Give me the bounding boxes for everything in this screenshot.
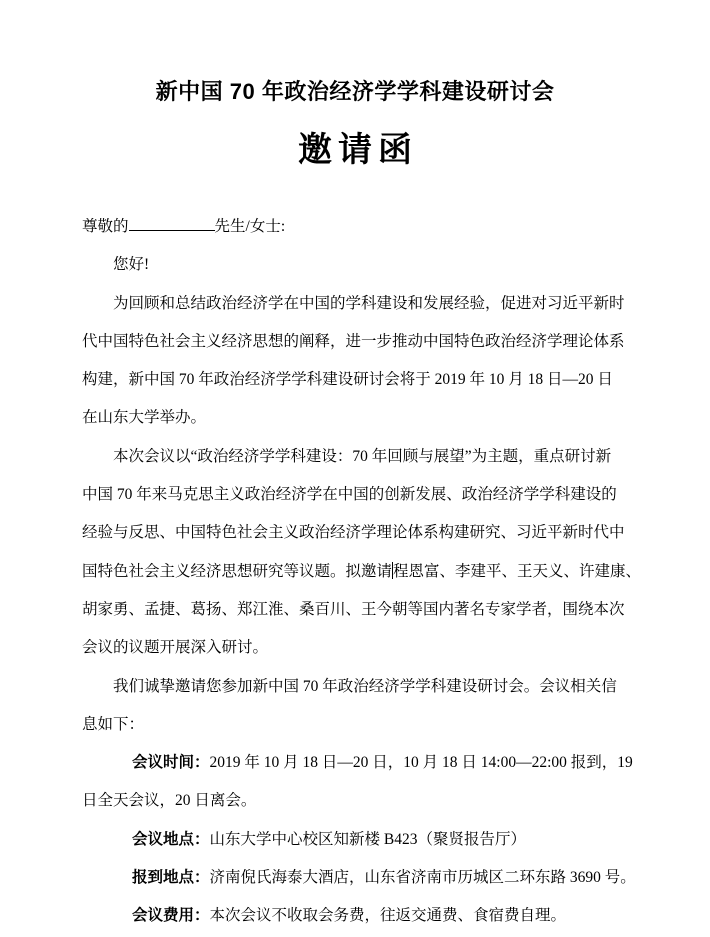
paragraph1-line4: 在山东大学举办。 [82, 409, 207, 427]
paragraph2-line4-after-cursor: 程恩富、李建平、王天义、许建康、 [393, 562, 642, 580]
salutation-line [82, 208, 613, 246]
paragraph3-line1: 我们诚挚邀请您参加新中国 70 年政治经济学学科建设研讨会。会议相关信 [113, 677, 617, 695]
meeting-fee-line [82, 897, 613, 935]
paragraph2-line4 [82, 553, 642, 591]
meeting-time-label: 会议时间： [132, 754, 210, 772]
greeting-line: 您好! [113, 256, 150, 274]
paragraph2-line6: 会议的议题开展深入研讨。 [82, 639, 269, 657]
meeting-time-line2: 日全天会议，20 日离会。 [82, 792, 257, 810]
meeting-fee-value: 本次会议不收取会务费，往返交通费、食宿费自理。 [209, 907, 567, 925]
checkin-location-label: 报到地点： [132, 869, 210, 887]
meeting-time-value-line1: 2019 年 10 月 18 日—20 日，10 月 18 日 14:00—22:00 报到，19 [209, 754, 633, 772]
meeting-venue-label: 会议地点： [132, 830, 210, 848]
salutation-suffix: 先生/女士: [214, 218, 286, 235]
checkin-location-line [82, 859, 636, 897]
paragraph1-line3: 构建，新中国 70 年政治经济学学科建设研讨会将于 2019 年 10 月 18 日—20 日 [82, 371, 613, 389]
name-blank-underline [129, 216, 215, 231]
paragraph1-line2: 代中国特色社会主义经济思想的阐释，进一步推动中国特色政治经济学理论体系 [82, 332, 625, 350]
salutation-prefix: 尊敬的 [82, 218, 129, 235]
paragraph2-line4-before-cursor: 国特色社会主义经济思想研究等议题。拟邀请 [82, 562, 393, 580]
paragraph2-line1: 本次会议以“政治经济学学科建设：70 年回顾与展望”为主题，重点研讨新 [113, 447, 612, 465]
meeting-venue-value: 山东大学中心校区知新楼 B423（聚贤报告厅） [209, 830, 526, 848]
meeting-time-line1 [82, 744, 633, 782]
meeting-venue-line [82, 821, 613, 859]
paragraph2-line5: 胡家勇、孟捷、葛扬、郑江淮、桑百川、王今朝等国内著名专家学者，围绕本次 [82, 600, 625, 618]
paragraph1-line1: 为回顾和总结政治经济学在中国的学科建设和发展经验，促进对习近平新时 [113, 294, 625, 312]
meeting-fee-label: 会议费用： [132, 907, 210, 925]
checkin-location-value: 济南倪氏海泰大酒店，山东省济南市历城区二环东路 3690 号。 [209, 869, 636, 887]
paragraph2-line2: 中国 70 年来马克思主义政治经济学在中国的创新发展、政治经济学学科建设的 [82, 486, 617, 504]
document-subtitle: 邀请函 [298, 130, 418, 170]
paragraph3-line2: 息如下： [82, 715, 145, 733]
paragraph2-line3: 经验与反思、中国特色社会主义政治经济学理论体系构建研究、习近平新时代中 [82, 524, 625, 542]
letter-body [82, 208, 642, 936]
document-title: 新中国 70 年政治经济学学科建设研讨会 [155, 79, 555, 104]
